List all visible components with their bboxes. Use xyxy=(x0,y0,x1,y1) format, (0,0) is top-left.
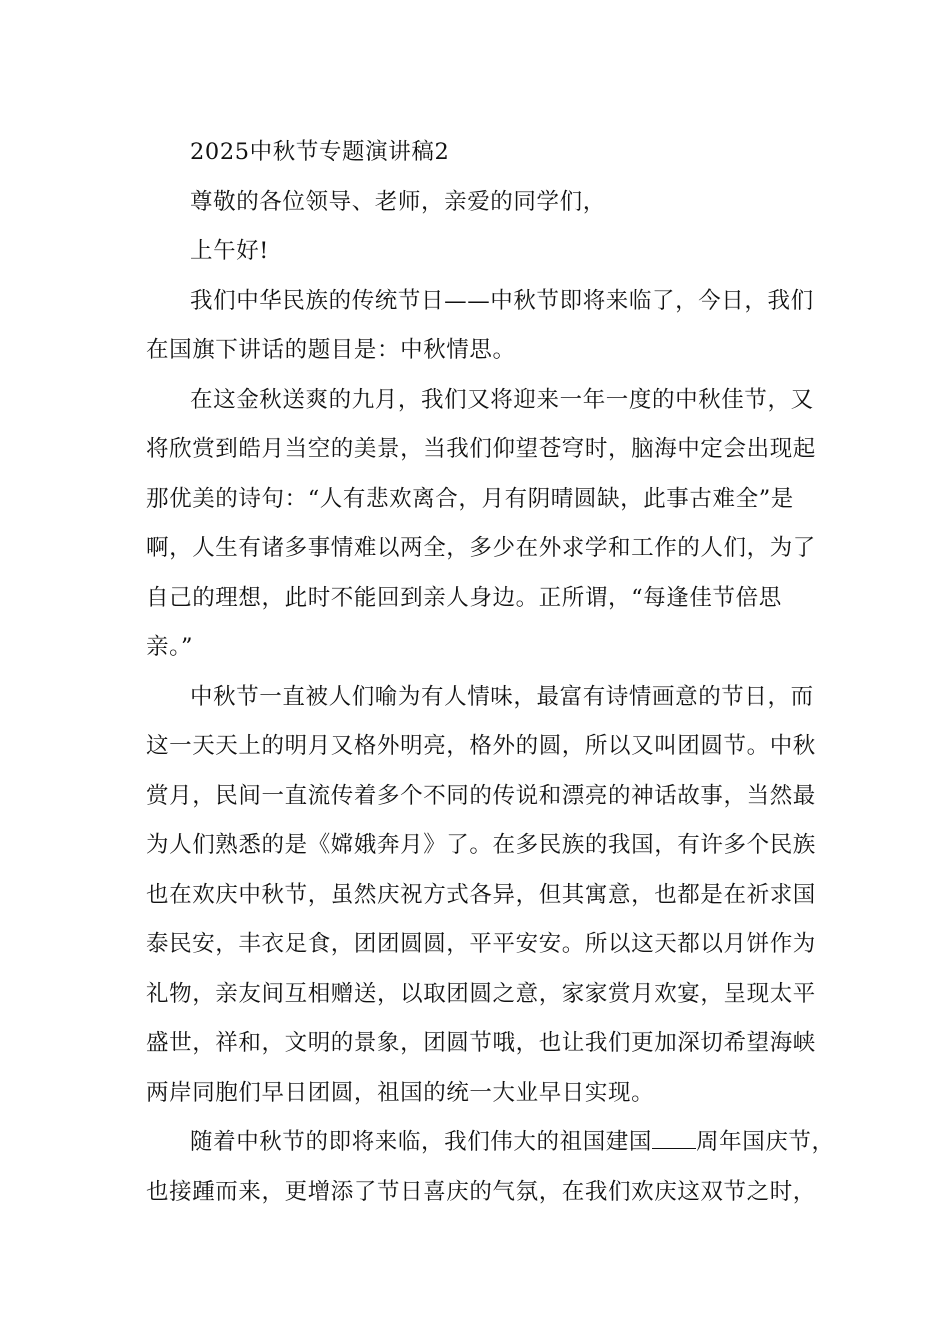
paragraph-2-line-4: 啊，人生有诸多事情难以两全，多少在外求学和工作的人们，为了 xyxy=(146,535,816,561)
paragraph-3-line-4: 为人们熟悉的是《嫦娥奔月》了。在多民族的我国，有许多个民族 xyxy=(146,832,816,858)
greeting-line: 尊敬的各位领导、老师，亲爱的同学们， xyxy=(190,188,606,215)
salutation-line: 上午好! xyxy=(190,238,269,264)
document-body xyxy=(146,128,835,1217)
paragraph-2-line-6: 亲。” xyxy=(146,634,194,660)
paragraph-3-line-8: 盛世，祥和，文明的景象，团圆节哦，也让我们更加深切希望海峡 xyxy=(146,1030,816,1056)
paragraph-2-line-5: 自己的理想，此时不能回到亲人身边。正所谓，“每逢佳节倍思 xyxy=(146,584,782,611)
paragraph-3-line-1: 中秋节一直被人们喻为有人情味，最富有诗情画意的节日，而 xyxy=(190,683,814,710)
paragraph-2-line-3: 那优美的诗句：“人有悲欢离合，月有阴晴圆缺，此事古难全”是 xyxy=(146,485,794,512)
paragraph-2-line-2: 将欣赏到皓月当空的美景，当我们仰望苍穹时，脑海中定会出现起 xyxy=(146,436,816,462)
paragraph-4-text-after-blank: 周年国庆节， xyxy=(696,1129,835,1155)
paragraph-1-line-2: 在国旗下讲话的题目是：中秋情思。 xyxy=(146,337,516,363)
paragraph-4-line-1 xyxy=(146,1118,835,1168)
document-title: 2025中秋节专题演讲稿2 xyxy=(190,139,450,165)
paragraph-3-line-6: 泰民安，丰衣足食，团团圆圆，平平安安。所以这天都以月饼作为 xyxy=(146,931,816,957)
paragraph-1-line-1: 我们中华民族的传统节日——中秋节即将来临了，今日，我们 xyxy=(190,287,814,314)
paragraph-3-line-3: 赏月，民间一直流传着多个不同的传说和漂亮的神话故事，当然最 xyxy=(146,782,816,809)
fill-in-blank xyxy=(652,1128,696,1149)
paragraph-4-line-2: 也接踵而来，更增添了节日喜庆的气氛，在我们欢庆这双节之时， xyxy=(146,1178,816,1205)
paragraph-3-line-9: 两岸同胞们早日团圆，祖国的统一大业早日实现。 xyxy=(146,1079,655,1106)
paragraph-4-text-before-blank: 随着中秋节的即将来临，我们伟大的祖国建国 xyxy=(190,1129,653,1155)
paragraph-3-line-5: 也在欢庆中秋节，虽然庆祝方式各异，但其寓意，也都是在祈求国 xyxy=(146,881,816,908)
paragraph-2-line-1: 在这金秋送爽的九月，我们又将迎来一年一度的中秋佳节，又 xyxy=(190,386,814,413)
paragraph-3-line-2: 这一天天上的明月又格外明亮，格外的圆，所以又叫团圆节。中秋 xyxy=(146,733,816,759)
paragraph-3-line-7: 礼物，亲友间互相赠送，以取团圆之意，家家赏月欢宴，呈现太平 xyxy=(146,980,816,1007)
